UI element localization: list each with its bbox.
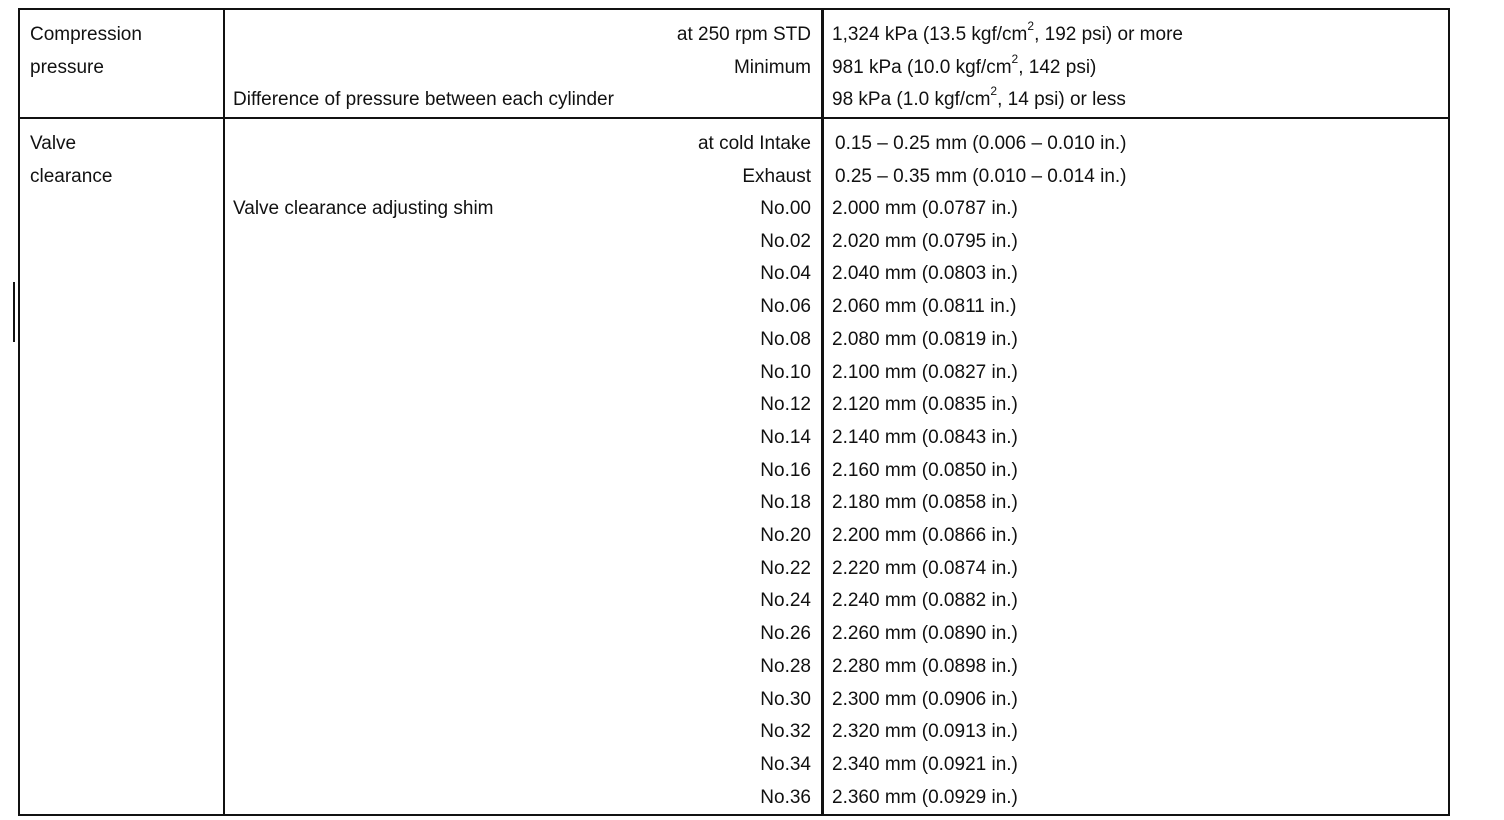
shim-number: No.22 xyxy=(760,557,811,579)
intake-condition-label: at cold Intake xyxy=(697,133,811,154)
intake-value: 0.15 – 0.25 mm (0.006 – 0.010 in.) xyxy=(835,133,1127,154)
difference-value-superscript: 2 xyxy=(990,83,998,98)
shim-thickness: 2.340 mm (0.0921 in.) xyxy=(832,753,1018,775)
difference-value-text-end: , 14 psi) or less xyxy=(997,89,1126,110)
shim-thickness: 2.260 mm (0.0890 in.) xyxy=(832,623,1018,645)
shim-thickness: 2.100 mm (0.0827 in.) xyxy=(832,361,1018,383)
shim-thickness: 2.300 mm (0.0906 in.) xyxy=(832,688,1018,710)
shim-number: No.34 xyxy=(760,753,811,775)
minimum-value-text: 981 kPa (10.0 kgf/cm xyxy=(832,57,1012,78)
shim-thickness: 2.280 mm (0.0898 in.) xyxy=(832,655,1018,677)
row-divider xyxy=(20,117,1448,119)
shim-thickness: 2.080 mm (0.0819 in.) xyxy=(832,328,1018,350)
margin-bar xyxy=(13,282,15,342)
valve-label-line1: Valve xyxy=(30,133,77,154)
shim-number: No.04 xyxy=(760,263,811,285)
shim-thickness: 2.220 mm (0.0874 in.) xyxy=(832,557,1018,579)
shim-number: No.10 xyxy=(760,361,811,383)
shim-number: No.20 xyxy=(760,525,811,546)
shim-thickness: 2.200 mm (0.0866 in.) xyxy=(832,525,1018,546)
shim-thickness: 2.160 mm (0.0850 in.) xyxy=(832,459,1018,481)
minimum-value-text-end: , 142 psi) xyxy=(1018,57,1097,78)
shim-number: No.14 xyxy=(760,426,811,448)
exhaust-value: 0.25 – 0.35 mm (0.010 – 0.014 in.) xyxy=(835,166,1127,187)
shim-thickness: 2.140 mm (0.0843 in.) xyxy=(832,426,1018,448)
shim-thickness: 2.000 mm (0.0787 in.) xyxy=(832,198,1018,219)
shim-thickness: 2.020 mm (0.0795 in.) xyxy=(832,230,1018,252)
exhaust-label: Exhaust xyxy=(742,166,811,187)
shim-thickness: 2.120 mm (0.0835 in.) xyxy=(832,394,1018,416)
shim-number: No.18 xyxy=(760,492,811,514)
spec-table xyxy=(18,8,1450,816)
std-value-superscript: 2 xyxy=(1027,18,1035,33)
shim-number: No.36 xyxy=(760,786,811,808)
shim-number: No.00 xyxy=(760,198,811,219)
shim-number: No.08 xyxy=(760,328,811,350)
difference-value xyxy=(832,83,1126,111)
shim-number: No.24 xyxy=(760,590,811,612)
minimum-value xyxy=(832,51,1097,79)
shim-thickness: 2.320 mm (0.0913 in.) xyxy=(832,721,1018,743)
std-value-text: 1,324 kPa (13.5 kgf/cm xyxy=(832,24,1028,45)
minimum-label: Minimum xyxy=(733,57,811,78)
shim-thickness: 2.360 mm (0.0929 in.) xyxy=(832,786,1018,808)
column-divider-2 xyxy=(821,10,824,814)
difference-label: Difference of pressure between each cylinder xyxy=(233,89,614,110)
shim-number: No.26 xyxy=(760,623,811,645)
shim-thickness: 2.040 mm (0.0803 in.) xyxy=(832,263,1018,285)
std-condition-label: at 250 rpm STD xyxy=(676,24,811,45)
compression-label-line2: pressure xyxy=(30,57,104,78)
shim-number: No.32 xyxy=(760,721,811,743)
shim-number: No.30 xyxy=(760,688,811,710)
shim-number: No.28 xyxy=(760,655,811,677)
shim-thickness: 2.240 mm (0.0882 in.) xyxy=(832,590,1018,612)
std-value-text-end: , 192 psi) or more xyxy=(1034,24,1183,45)
shim-number: No.02 xyxy=(760,230,811,252)
compression-label-line1: Compression xyxy=(30,24,142,45)
shim-number: No.06 xyxy=(760,296,811,318)
valve-label-line2: clearance xyxy=(30,166,113,187)
minimum-value-superscript: 2 xyxy=(1011,51,1019,66)
shim-thickness: 2.180 mm (0.0858 in.) xyxy=(832,492,1018,514)
shim-number: No.12 xyxy=(760,394,811,416)
std-value xyxy=(832,18,1183,46)
difference-value-text: 98 kPa (1.0 kgf/cm xyxy=(832,89,991,110)
shim-label: Valve clearance adjusting shim xyxy=(233,198,494,219)
shim-number: No.16 xyxy=(760,459,811,481)
shim-thickness: 2.060 mm (0.0811 in.) xyxy=(832,296,1017,318)
